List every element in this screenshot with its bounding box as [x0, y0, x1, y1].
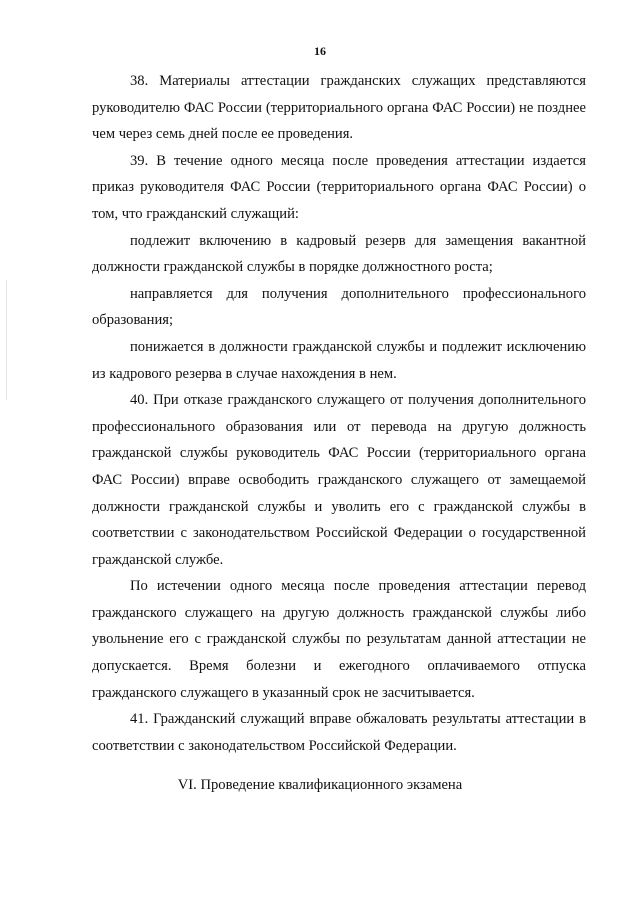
page-number: 16: [314, 44, 326, 58]
scan-edge-mark: [6, 280, 7, 400]
document-body: [92, 68, 586, 759]
paragraph-39-item-education: направляется для получения дополнительного профессионального образования;: [92, 285, 586, 329]
paragraph-40-continuation: По истечении одного месяца после проведения аттестации перевод гражданского служащего на другую должность гражданской службы либо увольнение его с гражданской службы по результатам данной аттестации не допускается. Время болезни и ежегодного оплачиваемого отпуска гражданского служащего в указанный срок не засчитывается.: [92, 578, 586, 701]
paragraph-40: 40. При отказе гражданского служащего от получения дополнительного профессионального образования или от перевода на другую должность гражданской службы руководитель ФАС России (территориального органа ФАС России) вправе освободить гражданского служащего от замещаемой должности гражданской службы и уволить его с гражданской службы в соответствии с законодательством Российской Федерации о государственной гражданской службе.: [92, 392, 586, 568]
paragraph-39-item-reserve: подлежит включению в кадровый резерв для замещения вакантной должности гражданской службы в порядке должностного роста;: [92, 232, 586, 276]
paragraph-38: 38. Материалы аттестации гражданских служащих представляются руководителю ФАС России (территориального органа ФАС России) не позднее чем через семь дней после ее проведения.: [92, 73, 586, 143]
section-heading: VI. Проведение квалификационного экзамена: [177, 777, 463, 793]
paragraph-39: 39. В течение одного месяца после проведения аттестации издается приказ руководителя ФАС России (территориального органа ФАС России) о том, что гражданский служащий:: [92, 152, 586, 222]
paragraph-39-item-demotion: понижается в должности гражданской службы и подлежит исключению из кадрового резерва в случае нахождения в нем.: [92, 338, 586, 382]
paragraph-41: 41. Гражданский служащий вправе обжаловать результаты аттестации в соответствии с законодательством Российской Федерации.: [92, 711, 586, 754]
